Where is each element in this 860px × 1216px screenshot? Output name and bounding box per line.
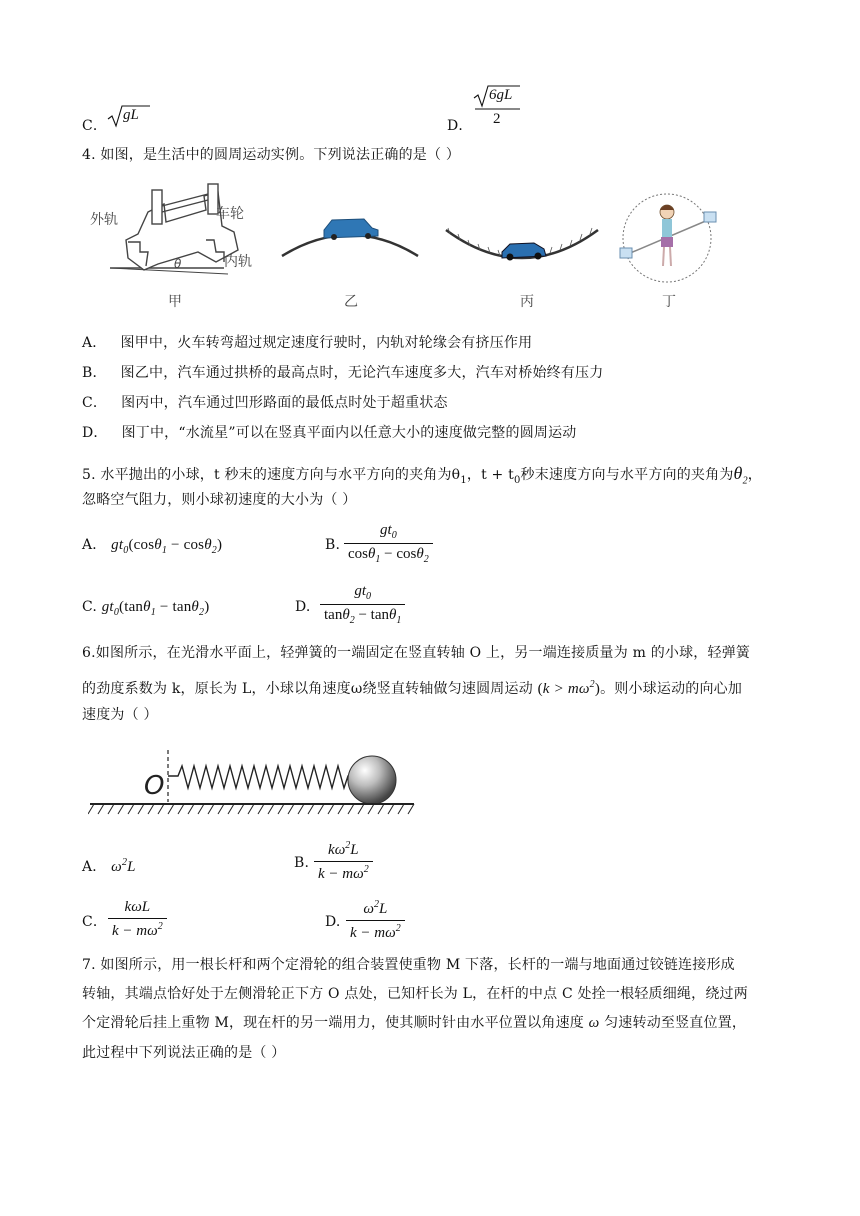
- q4-option-b-text: 图乙中，汽车通过拱桥的最高点时，无论汽车速度多大，汽车对桥始终有压力: [120, 365, 604, 381]
- q6-stem-line1: 6.如图所示，在光滑水平面上，轻弹簧的一端固定在竖直转轴 O 上，另一端连接质量为 m 的小球，轻弹簧: [82, 645, 751, 661]
- q4-figure-bing: [440, 216, 604, 312]
- q5-theta2: $\theta_2$: [733, 463, 748, 487]
- q4-option-b: [82, 363, 603, 383]
- q3-option-d-label: D．: [447, 118, 473, 134]
- q7-line4: 此过程中下列说法正确的是（ ）: [82, 1045, 286, 1061]
- q4-option-c: [82, 393, 448, 413]
- fig-label-theta: θ: [174, 257, 182, 271]
- q4-figure-ding: [614, 186, 720, 312]
- q7-line1: 7. 如图所示，用一根长杆和两个定滑轮的组合装置使重物 M 下落，长杆的一端与地面通过铰链连接形成: [82, 957, 735, 973]
- q4-option-d-text: 图丁中，“水流星”可以在竖真平面内以任意大小的速度做完整的圆周运动: [121, 425, 577, 441]
- q5-option-d-label: D.: [295, 599, 311, 615]
- fig-label-O: O: [144, 771, 165, 801]
- q3-option-c: [82, 116, 107, 136]
- q5-option-d-formula: $\frac{gt_0}{\tan\theta_2 - \tan\theta_1}$: [320, 583, 405, 626]
- fig-label-wheel: 车轮: [216, 206, 244, 222]
- q3-option-d: [447, 116, 473, 136]
- ball-icon: [348, 756, 396, 804]
- q7-line3-part: 匀速转动至竖直位置，: [604, 1015, 747, 1031]
- q6-condition: $(k > m\omega^2)$: [537, 679, 601, 697]
- q6-stem-line2: [82, 675, 742, 699]
- q5-stem-sub: 0: [513, 474, 521, 486]
- q5-option-a-label: A．: [82, 537, 107, 553]
- fig-caption-ding: 丁: [662, 294, 676, 310]
- q4-stem: 4. 如图，是生活中的圆周运动实例。下列说法正确的是（ ）: [82, 147, 461, 163]
- q5-option-c-label: C.: [82, 599, 98, 615]
- q5-option-c: [82, 597, 209, 623]
- q7-line3-part: 个定滑轮后挂上重物 M，现在杆的另一端用力，使其顺时针由水平位置以角速度: [82, 1015, 584, 1031]
- q6-stem-part: 的劲度系数为 k，原长为 L，小球以角速度ω绕竖直转轴做匀速圆周运动: [82, 681, 533, 697]
- car-icon: [324, 219, 378, 240]
- q5-stem-part: ，t + t: [466, 467, 514, 483]
- cup-icon: [704, 212, 716, 222]
- q6-stem-line3: 速度为（ ）: [82, 707, 158, 723]
- q7-line2: 转轴，其端点恰好处于左侧滑轮正下方 O 点处，已知杆长为 L，在杆的中点 C 处拴一根轻质细绳，绕过两: [82, 986, 748, 1002]
- q5-stem-line1: 5. 水平抛出的小球，t 秒末的速度方向与水平方向的夹角为$\theta_1$，$t + t_0$秒末速度方向与水平方向的夹角为$\theta_2$，: [82, 463, 762, 487]
- q6-option-a-label: A．: [82, 859, 107, 875]
- q4-option-d: [82, 423, 577, 443]
- q4-option-c-label: C．: [82, 395, 108, 411]
- q7-omega: ω: [588, 1015, 600, 1031]
- q5-stem-part: 秒末速度方向与水平方向的夹角为: [520, 467, 734, 483]
- q4-option-a-label: A．: [82, 335, 107, 351]
- q5-option-a-formula: $gt_0(\cos\theta_1 - \cos\theta_2)$: [111, 537, 223, 556]
- q4-option-a-text: 图甲中，火车转弯超过规定速度行驶时，内轨对轮缘会有挤压作用: [120, 335, 533, 351]
- q6-option-a: [82, 853, 136, 877]
- q5-stem-sub: 1: [460, 474, 467, 486]
- q3-option-d-denominator: 2: [493, 111, 501, 127]
- q4-figure-yi: [278, 200, 422, 312]
- q7-line3: [82, 1013, 746, 1033]
- q3-option-c-label: C．: [82, 118, 108, 134]
- q4-option-c-text: 图丙中，汽车通过凹形路面的最低点时处于超重状态: [121, 395, 448, 411]
- q5-option-c-formula: $gt_0(\tan\theta_1 - \tan\theta_2)$: [101, 599, 210, 618]
- q4-figure-jia: [88, 182, 258, 312]
- q6-option-d-formula: $\frac{\omega^2L}{k - m\omega^2}$: [346, 899, 405, 942]
- q6-option-c-label: C．: [82, 914, 108, 930]
- q3-option-d-numerator: 6gL: [489, 87, 513, 103]
- q5-option-b-label: B.: [325, 537, 341, 553]
- q6-stem-part: 。则小球运动的向心加: [600, 681, 743, 697]
- q5-stem-line2: 忽略空气阻力，则小球初速度的大小为（ ）: [82, 492, 357, 508]
- fig-label-outer-rail: 外轨: [90, 212, 118, 228]
- q4-option-d-label: D．: [82, 425, 108, 441]
- q6-option-c-formula: $\frac{\text{kωL}}{k - m\omega^2}$: [108, 899, 167, 940]
- q4-option-b-label: B．: [82, 365, 107, 381]
- q6-figure-spring: [88, 746, 418, 822]
- q4-option-a: [82, 333, 532, 353]
- q5-stem-part: 5. 水平抛出的小球，t 秒末的速度方向与水平方向的夹角为θ: [82, 467, 461, 483]
- q6-option-d-label: D.: [325, 914, 341, 930]
- q6-option-b-label: B.: [294, 855, 310, 871]
- fig-caption-bing: 丙: [520, 294, 534, 310]
- q3-option-c-radicand: gL: [123, 107, 139, 123]
- q6-option-a-formula: $\omega^2L$: [111, 857, 136, 875]
- girl-icon: [660, 205, 674, 266]
- fig-label-inner-rail: 内轨: [224, 254, 252, 270]
- q6-option-b-formula: $\frac{k\omega^2L}{k - m\omega^2}$: [314, 840, 373, 883]
- q5-option-a: [82, 535, 222, 561]
- q3-option-d-formula: [472, 84, 522, 132]
- fig-caption-yi: 乙: [344, 294, 358, 310]
- cup-icon: [620, 248, 632, 258]
- fig-caption-jia: 甲: [168, 294, 182, 310]
- q5-option-b-formula: $\frac{gt_0}{\cos\theta_1 - \cos\theta_2}$: [344, 522, 433, 565]
